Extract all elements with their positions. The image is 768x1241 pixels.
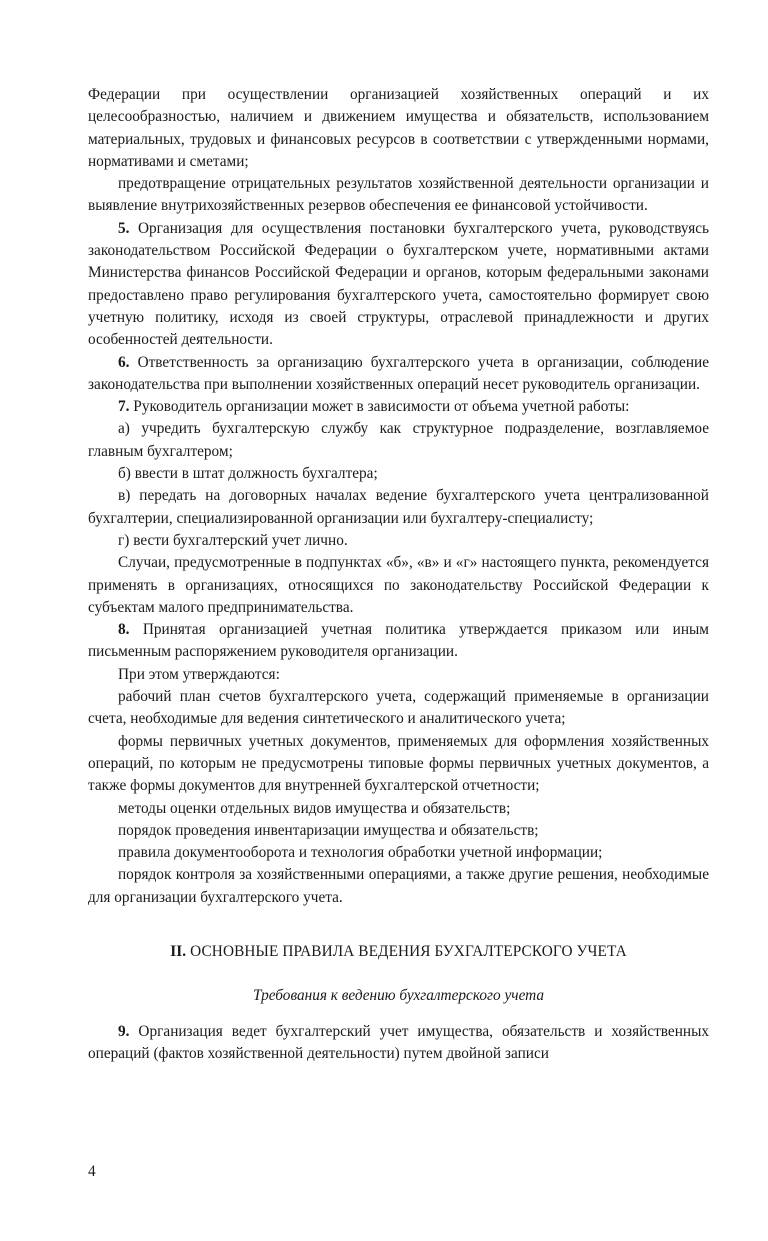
paragraph — [88, 552, 709, 619]
paragraph — [88, 396, 709, 418]
paragraph — [88, 731, 709, 798]
paragraph — [88, 352, 709, 397]
clause-number: 9. — [118, 1022, 130, 1040]
clause-number: 8. — [118, 621, 130, 639]
paragraph — [88, 173, 709, 218]
subsection-heading: Требования к ведению бухгалтерского учета — [252, 986, 545, 1004]
paragraph-text: При этом утверждаются: — [118, 665, 280, 683]
paragraph — [88, 84, 709, 173]
section-title-text: ОСНОВНЫЕ ПРАВИЛА ВЕДЕНИЯ БУХГАЛТЕРСКОГО УЧЕТА — [186, 942, 627, 960]
page-number: 4 — [88, 1163, 96, 1180]
paragraph-text: правила документооборота и технология обработки учетной информации; — [118, 844, 603, 862]
paragraph-text: рабочий план счетов бухгалтерского учета, содержащий применяемые в организации счета, необходимые для ведения синтетического и аналитического учета; — [88, 688, 709, 728]
paragraph-text: Организация ведет бухгалтерский учет имущества, обязательств и хозяйственных операций (фактов хозяйственной деятельности) путем двойной записи — [88, 1022, 709, 1063]
paragraph — [88, 619, 709, 664]
paragraph — [88, 686, 709, 731]
paragraph-text: порядок проведения инвентаризации имущества и обязательств; — [118, 821, 539, 839]
paragraph-text: формы первичных учетных документов, применяемых для оформления хозяйственных операций, по которым не предусмотрены типовые формы первичных учетных документов, а также формы документов для внутренней бухгалтерской отчетности; — [88, 732, 709, 795]
paragraph-text: г) вести бухгалтерский учет лично. — [118, 531, 348, 549]
paragraph-text: Федерации при осуществлении организацией хозяйственных операций и их целесообразностью, наличием и движением имущества и обязательств, использованием материальных, трудовых и финансовых ресурсов в соответствии с утвержденными нормами, нормативами и сметами; — [88, 86, 709, 170]
paragraph — [88, 418, 709, 463]
clause-number: 5. — [118, 219, 130, 237]
page-body — [88, 84, 709, 1066]
clause-number: 6. — [118, 353, 130, 371]
text-block-bottom — [88, 1021, 709, 1066]
paragraph — [88, 664, 709, 686]
paragraph — [88, 864, 709, 909]
paragraph-text: б) ввести в штат должность бухгалтера; — [118, 465, 378, 483]
paragraph-text: Руководитель организации может в зависимости от объема учетной работы: — [129, 398, 630, 416]
paragraph-text: методы оценки отдельных видов имущества и обязательств; — [118, 799, 511, 817]
paragraph-text: Случаи, предусмотренные в подпунктах «б», «в» и «г» настоящего пункта, рекомендуется применять в организациях, относящихся по законодательству Российской Федерации к субъектам малого предпринимательства. — [88, 554, 709, 616]
section-number: II. — [170, 942, 187, 960]
paragraph-text: Ответственность за организацию бухгалтерского учета в организации, соблюдение законодательства при выполнении хозяйственных операций несет руководитель организации. — [88, 353, 709, 393]
paragraph-text: а) учредить бухгалтерскую службу как структурное подразделение, возглавляемое главным бухгалтером; — [88, 420, 709, 460]
paragraph-text: Организация для осуществления постановки бухгалтерского учета, руководствуясь законодательством Российской Федерации о бухгалтерском учете, нормативными актами Министерства финансов Российской Федерации и органов, которым федеральными законами предоставлено право регулирования бухгалтерского учета, самостоятельно формирует свою учетную политику, исходя из своей структуры, отраслевой принадлежности и других особенностей деятельности. — [88, 219, 709, 349]
paragraph — [88, 485, 709, 530]
paragraph — [88, 820, 709, 842]
clause-number: 7. — [118, 398, 130, 416]
paragraph-text: в) передать на договорных началах ведение бухгалтерского учета централизованной бухгалтерии, специализированной организации или бухгалтеру-специалисту; — [88, 487, 709, 527]
paragraph-text: порядок контроля за хозяйственными операциями, а также другие решения, необходимые для организации бухгалтерского учета. — [88, 866, 709, 906]
paragraph — [88, 798, 709, 820]
paragraph — [88, 842, 709, 864]
section-heading — [88, 941, 709, 963]
text-block-top — [88, 84, 709, 909]
paragraph — [88, 463, 709, 485]
paragraph — [88, 530, 709, 552]
paragraph-text: предотвращение отрицательных результатов хозяйственной деятельности организации и выявление внутрихозяйственных резервов обеспечения ее финансовой устойчивости. — [88, 175, 709, 215]
paragraph — [88, 1021, 709, 1066]
paragraph — [88, 218, 709, 352]
paragraph-text: Принятая организацией учетная политика утверждается приказом или иным письменным распоряжением руководителя организации. — [88, 621, 709, 661]
